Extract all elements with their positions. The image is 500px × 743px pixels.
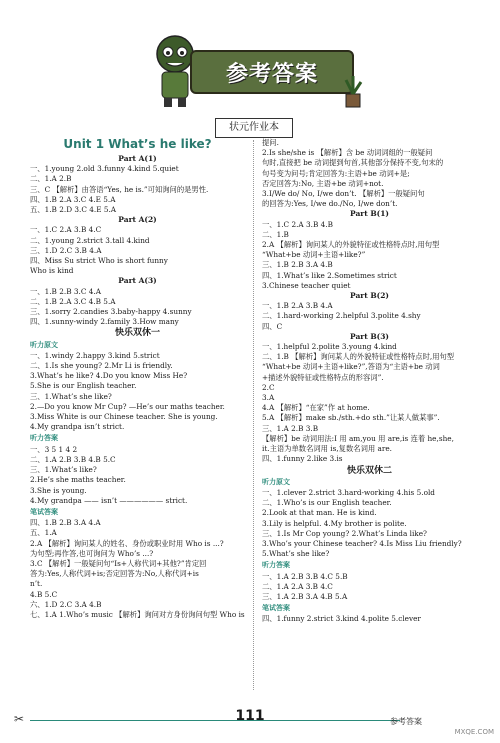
answer-line: Who is kind xyxy=(30,266,74,276)
answer-line: 一、3 5 1 4 2 xyxy=(30,444,78,454)
answer-line: 【解析】be 动词用法:I 用 am,you 用 are,is 连着 he,she, xyxy=(262,433,454,443)
answer-line: 为句型;再作答,也可询问为 Who’s ...? xyxy=(30,548,154,558)
answer-line: 二、1.B 2.A 3.C 4.B 5.A xyxy=(30,296,116,306)
answer-line: 2.Is she/she is 【解析】含 be 动词词组的一般疑问 xyxy=(262,148,433,158)
left-column xyxy=(30,138,245,620)
scissor-icon: ✂ xyxy=(14,712,25,726)
answer-line: 答为:Yes,人称代词+is;否定回答为:No,人称代词+is xyxy=(30,569,199,579)
answer-line: 三、1.Is Mr Cop young? 2.What’s Linda like? xyxy=(262,528,427,538)
answer-line: 一、1.C 2.A 3.B 4.C xyxy=(30,225,102,235)
answer-line: it.主语为单数名词用 is,复数名词用 are. xyxy=(262,444,392,454)
footer-rule xyxy=(30,720,400,721)
subsection-label: 笔试答案 xyxy=(30,507,58,516)
subsection-label: 听力原文 xyxy=(30,340,58,349)
answer-line: 2.A 【解析】询问某人的外貌特征或性格特点时,用句型 xyxy=(262,240,440,250)
subsection-label: 笔试答案 xyxy=(262,604,290,613)
page-footer xyxy=(0,700,500,743)
section-heading: 快乐双休二 xyxy=(346,465,392,476)
answer-line: 一、1.B 2.A 3.B 4.A xyxy=(262,301,333,311)
part-heading: Part A(3) xyxy=(118,276,157,286)
unit-heading: Unit 1 What’s he like? xyxy=(63,137,212,151)
answer-line: 三、1.A 2.B 3.B xyxy=(262,423,319,433)
answer-line: 二、1.A 2.A 3.B 4.C xyxy=(262,581,333,591)
footer-label: 参考答案 xyxy=(390,717,422,726)
answer-line: 四、1.B 2.A 3.C 4.E 5.A xyxy=(30,194,116,204)
answer-line: 3.Who’s your Chinese teacher? 4.Is Miss Liu friendly? xyxy=(262,538,462,548)
section-tag: 状元作业本 xyxy=(215,118,293,138)
answer-line: 三、1.sorry 2.candies 3.baby-happy 4.sunny xyxy=(30,307,192,317)
column-divider xyxy=(253,140,254,690)
right-column xyxy=(262,138,477,625)
answer-line: 的回答为:Yes, I/we do./No, I/we don’t. xyxy=(262,199,398,209)
answer-line: 3.Lily is helpful. 4.My brother is polite. xyxy=(262,518,407,528)
answer-line: 七、1.A 1.Who’s music 【解析】询问对方身份询问句型 Who is xyxy=(30,609,245,619)
answer-line: “What+be 动词+主语+like?” xyxy=(262,250,366,260)
answer-line: 2.A 【解析】询问某人的姓名、身份或职业时用 Who is ...? xyxy=(30,538,224,548)
banner-title: 参考答案 xyxy=(225,62,318,87)
answer-line: n’t. xyxy=(30,579,43,589)
answer-line: 提问. xyxy=(262,138,279,147)
subsection-label: 听力原文 xyxy=(262,477,290,486)
answer-line: 2.Look at that man. He is kind. xyxy=(262,508,377,518)
answer-line: 五、1.B 2.D 3.C 4.E 5.A xyxy=(30,205,117,215)
answer-line: 句号变为问号;肯定回答为:主语+be 动词+是; xyxy=(262,168,410,178)
answer-line: 二、1.hard-working 2.helpful 3.polite 4.shy xyxy=(262,311,421,321)
answer-line: +描述外貌特征或性格特点的形容词”. xyxy=(262,372,384,382)
answer-line: 2.—Do you know Mr Cup? —He’s our maths teacher. xyxy=(30,401,225,411)
part-heading: Part B(2) xyxy=(350,291,389,301)
answer-line: 五、1.A xyxy=(30,528,57,538)
answer-line: 三、1.What’s she like? xyxy=(30,391,112,401)
section-heading: 快乐双休一 xyxy=(114,328,160,339)
answer-line: 二、1.A 2.B xyxy=(30,174,72,184)
answer-banner xyxy=(150,32,370,110)
part-heading: Part A(2) xyxy=(118,215,157,225)
answer-line: 3.I/We do/ No, I/we don’t. 【解析】一般疑问句 xyxy=(262,189,425,199)
answer-line: 5.What’s she like? xyxy=(262,549,330,559)
plant-icon xyxy=(336,74,370,108)
answer-line: 4.B 5.C xyxy=(30,589,58,599)
answer-line: 四、1.sunny-windy 2.family 3.How many xyxy=(30,317,179,327)
answer-line: 三、1.A 2.B 3.A 4.B 5.A xyxy=(262,591,348,601)
answer-line: 三、1.What’s like? xyxy=(30,465,97,475)
answer-line: 5.A 【解析】make sb./sth.+do sth.”让某人做某事”. xyxy=(262,413,440,423)
answer-line: 一、1.windy 2.happy 3.kind 5.strict xyxy=(30,350,160,360)
answer-line: 5.She is our English teacher. xyxy=(30,381,137,391)
answer-line: 二、1.Who’s is our English teacher. xyxy=(262,498,392,508)
answer-line: 四、Miss Su strict Who is short funny xyxy=(30,256,168,266)
answer-line: 一、1.C 2.A 3.B 4.B xyxy=(262,219,333,229)
answer-line: 三、C 【解析】由答语“Yes, he is.”可知询问的是男性. xyxy=(30,184,209,194)
answer-line: “What+be 动词+主语+like?”,答语为“主语+be 动词 xyxy=(262,362,440,372)
answer-line: 3.She is young. xyxy=(30,485,87,495)
part-heading: Part B(3) xyxy=(350,331,389,341)
part-heading: Part A(1) xyxy=(118,154,157,163)
answer-line: 2.He’s she maths teacher. xyxy=(30,475,126,485)
answer-line: 四、1.What’s like 2.Sometimes strict xyxy=(262,270,397,280)
answer-line: 四、1.funny 2.strict 3.kind 4.polite 5.clever xyxy=(262,614,421,624)
answer-line: 二、1.B 【解析】询问某人的外貌特征或性格特点时,用句型 xyxy=(262,352,455,362)
watermark: MXQE.COM xyxy=(454,728,494,736)
answer-line: 3.Miss White is our Chinese teacher. She is young. xyxy=(30,412,218,422)
answer-line: 4.My grandpa —— isn’t —————— strict. xyxy=(30,495,188,505)
answer-line: 4.A 【解析】“在家”作 at home. xyxy=(262,403,370,413)
answer-line: 四、1.B 2.B 3.A 4.A xyxy=(30,518,101,528)
banner-scroll xyxy=(190,50,354,94)
answer-line: 一、1.A 2.B 3.B 4.C 5.B xyxy=(262,571,348,581)
answer-line: 二、1.Is she young? 2.Mr Li is friendly. xyxy=(30,361,173,371)
page-number: 111 xyxy=(235,708,265,724)
answer-line: 一、1.young 2.old 3.funny 4.kind 5.quiet xyxy=(30,164,179,174)
answer-line: 三、1.B 2.B 3.A 4.B xyxy=(262,260,333,270)
answer-line: 2.C xyxy=(262,382,275,392)
answer-line: 四、C xyxy=(262,321,283,331)
answer-line: 3.Chinese teacher quiet xyxy=(262,280,351,290)
answer-line: 一、1.helpful 2.polite 3.young 4.kind xyxy=(262,342,397,352)
answer-line: 4.My grandpa isn’t strict. xyxy=(30,422,125,432)
part-heading: Part B(1) xyxy=(350,209,389,219)
subsection-label: 听力答案 xyxy=(30,434,58,443)
answer-line: 二、1.young 2.strict 3.tall 4.kind xyxy=(30,235,150,245)
answer-line: 三、1.D 2.C 3.B 4.A xyxy=(30,245,102,255)
answer-line: 否定回答为:No, 主语+be 动词+not. xyxy=(262,178,384,188)
answer-line: 四、1.funny 2.like 3.is xyxy=(262,454,343,464)
answer-line: 一、1.B 2.B 3.C 4.A xyxy=(30,286,101,296)
answer-line: 二、1.B xyxy=(262,229,289,239)
answer-line: 一、1.clever 2.strict 3.hard-working 4.his 5.old xyxy=(262,487,435,497)
subsection-label: 听力答案 xyxy=(262,561,290,570)
answer-line: 3.A xyxy=(262,393,275,403)
answer-line: 3.C 【解析】一般疑问句“Is+人称代词+其他?”肯定回 xyxy=(30,558,207,568)
answer-line: 3.What’s he like? 4.Do you know Miss He? xyxy=(30,371,188,381)
answer-line: 句时,直接把 be 动词提到句首,其他部分保持不变,句末的 xyxy=(262,158,444,168)
answer-line: 二、1.A 2.B 3.B 4.B 5.C xyxy=(30,454,116,464)
answer-line: 六、1.D 2.C 3.A 4.B xyxy=(30,599,102,609)
